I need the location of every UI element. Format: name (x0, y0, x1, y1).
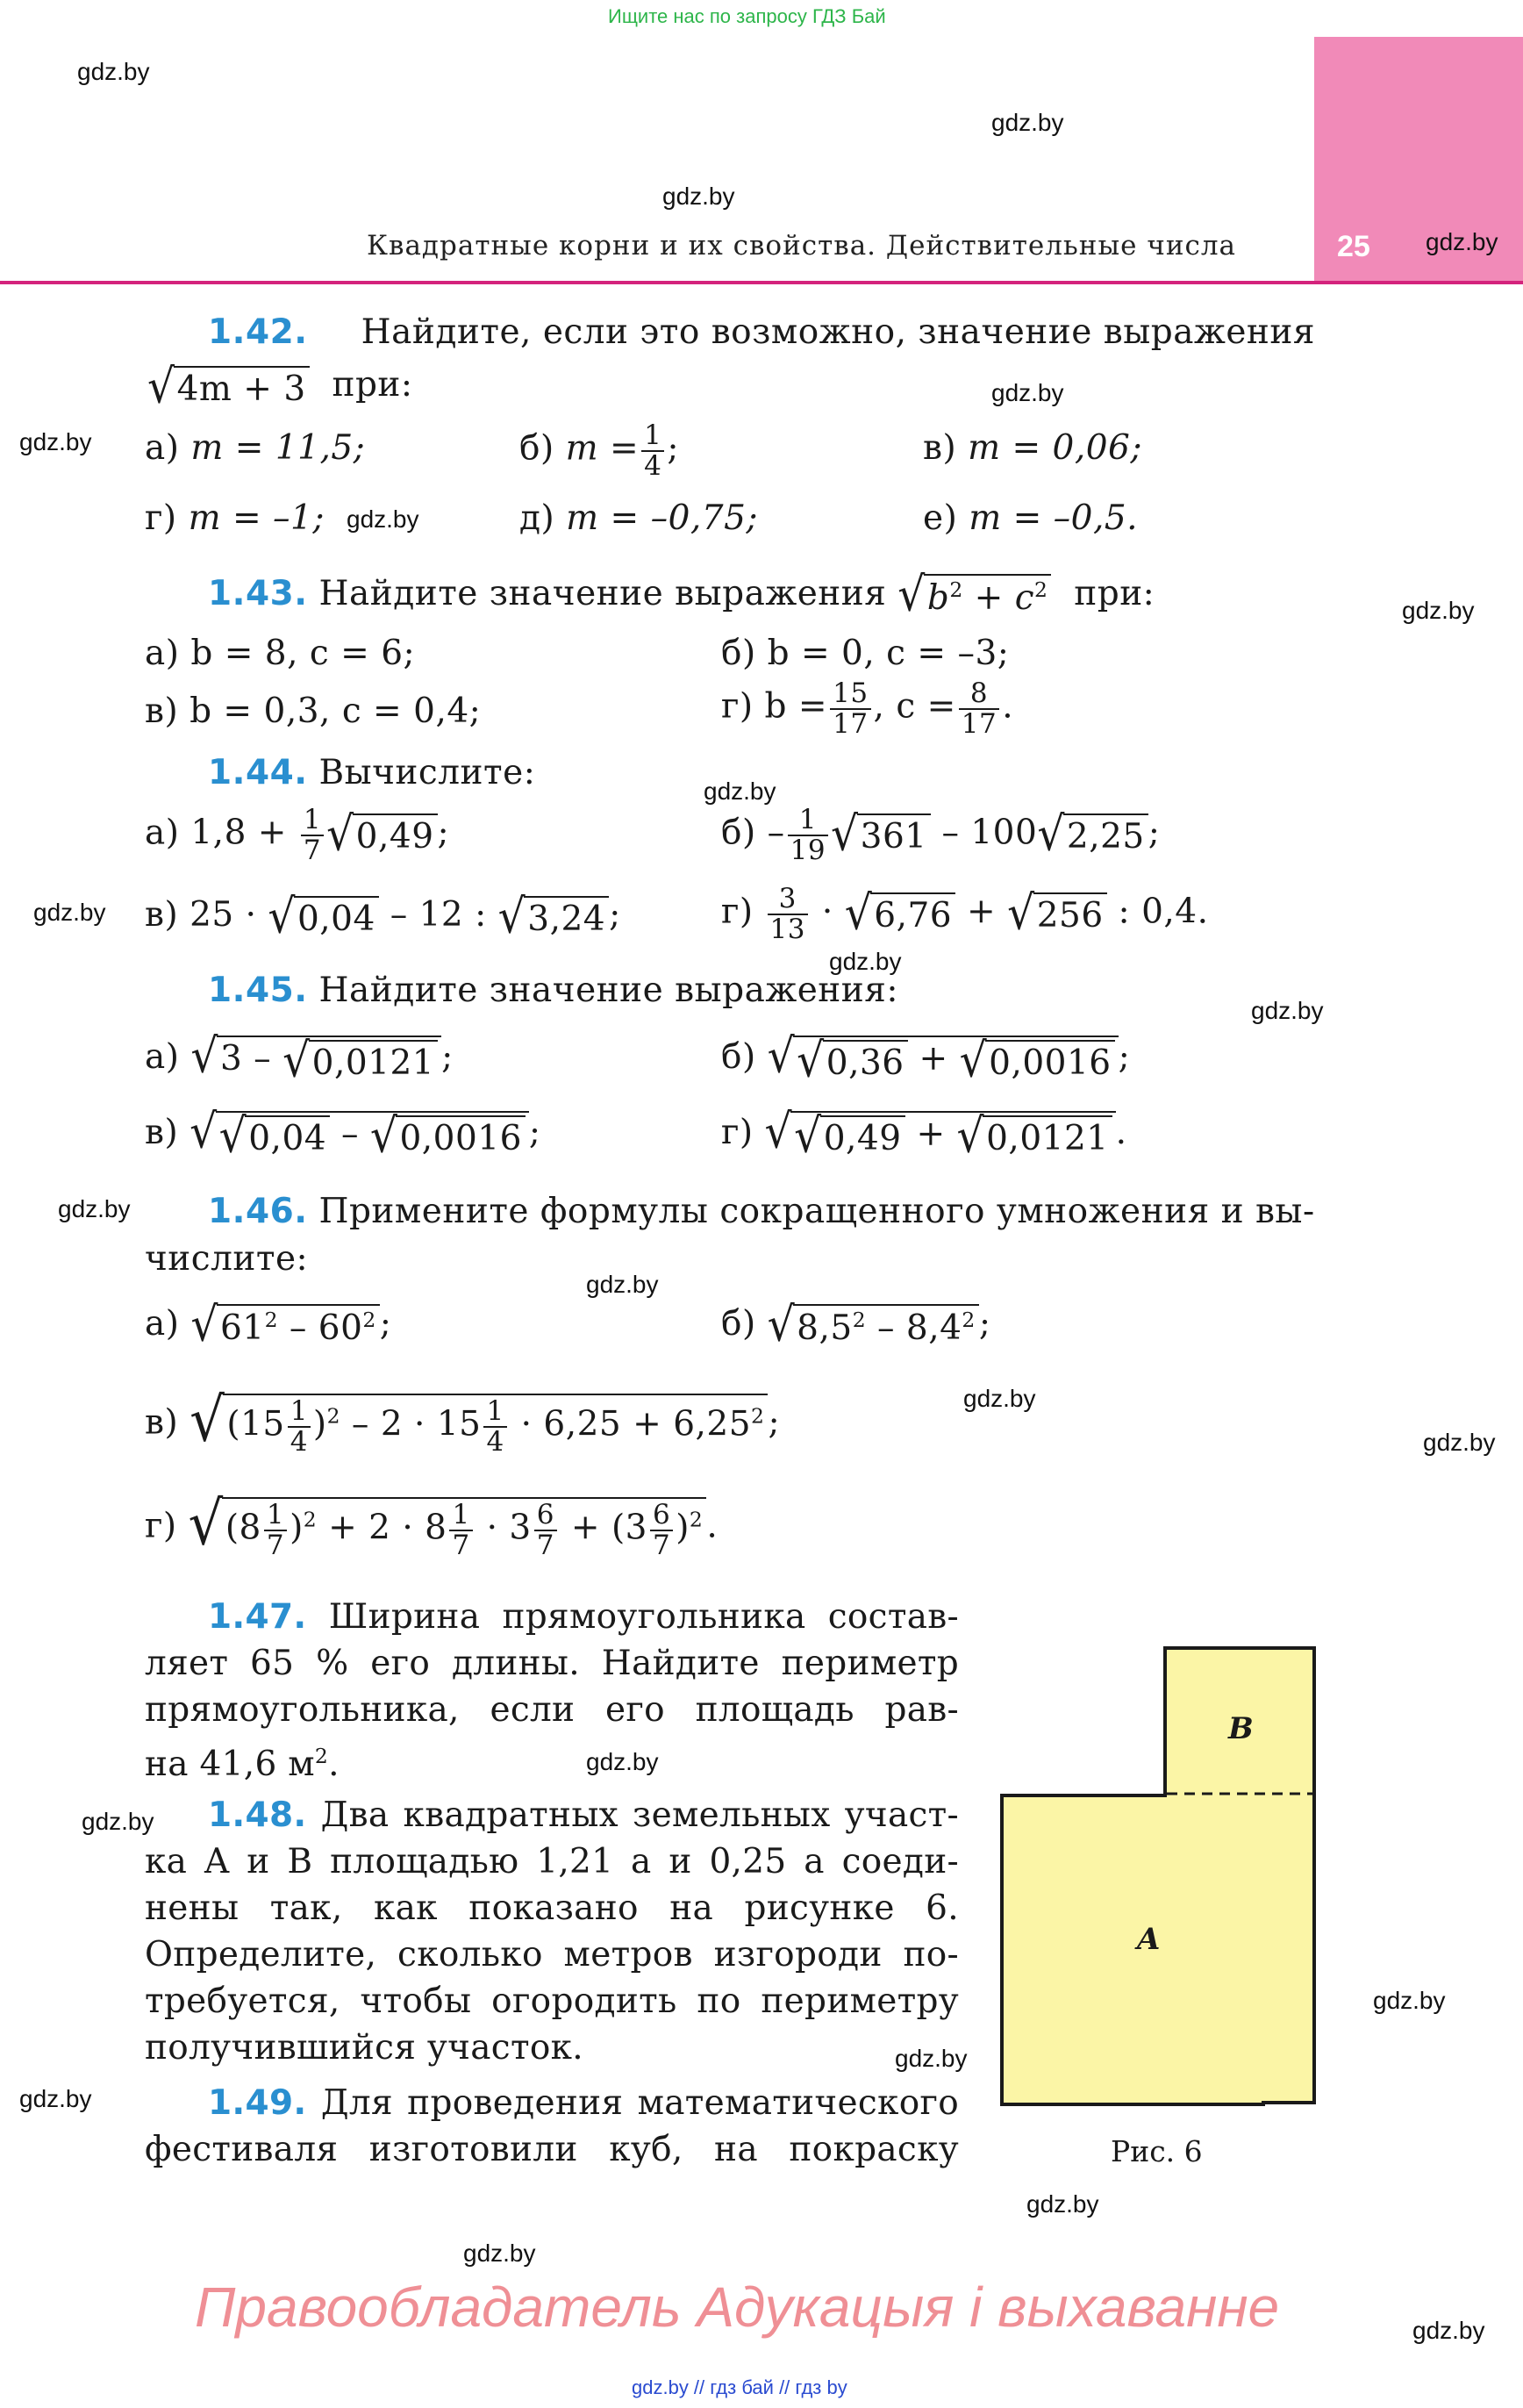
watermark: gdz.by (19, 2085, 92, 2112)
problem-1-42-line1 (208, 312, 1315, 352)
problem-text: Примените формулы сокращенного умножения и вы- (318, 1192, 1315, 1231)
figure-caption: Рис. 6 (1111, 2134, 1203, 2168)
problem-1-48: 1.48. Два квадратных земельных участ- ка A и B площадью 1,21 а и 0,25 а соеди- нены так, как показано на рисунке 6. Определите, сколько метров изгороди по- требуется, чтобы огородить по периметру получившийся участок. (145, 1795, 960, 2068)
label-b: B (1228, 1711, 1254, 1746)
watermark: gdz.by (662, 183, 735, 210)
watermark: gdz.by (704, 778, 776, 805)
expr-v: в) √ √ 0,04 – √ 0,0016 ; (145, 1104, 541, 1164)
watermark: gdz.by (1251, 997, 1324, 1024)
watermark: gdz.by (991, 379, 1064, 406)
problem-text: Найдите значение выражения (318, 574, 887, 613)
answer-a: а) m = 11,5; (145, 428, 366, 468)
expr-g: г) √ (8 $\frac{1}{7}$ )$^2$ + 2 · 8 $\frac{1}{7}$ · 3 $\frac{6}{7}$ + (3 $\frac{6}{7}$ )$^2$ . (145, 1487, 719, 1561)
expr-b: б) – $\frac{1}{19}$ √ 361 – 100 √ 2,25 ; (721, 804, 1161, 866)
problem-text: числите: (145, 1239, 309, 1279)
watermark: gdz.by (586, 1271, 659, 1298)
watermark: gdz.by (1402, 597, 1475, 624)
answer-g: г) b = $\frac{15}{17}$ , c = $\frac{8}{17}$ . (721, 677, 1014, 740)
expr-a: а) √ $61^2 - 60^2$ ; (145, 1298, 392, 1352)
watermark: gdz.by (1426, 228, 1498, 255)
problem-text: Найдите значение выражения: (318, 971, 899, 1010)
problem-1-42-line2: √ 4m + 3 при: (147, 359, 413, 414)
watermark: gdz.by (829, 948, 902, 975)
answer-a: а) b = 8, c = 6; (145, 634, 416, 673)
plot-outline (1002, 1648, 1314, 2104)
expr-g: г) √ √ 0,49 + √ 0,0121 . (721, 1104, 1127, 1164)
figure-6 (1000, 1646, 1318, 2113)
expr-b: б) √ √ 0,36 + √ 0,0016 ; (721, 1028, 1131, 1088)
watermark: gdz.by (347, 505, 419, 533)
watermark: gdz.by (77, 58, 150, 85)
watermark: gdz.by (895, 2045, 968, 2072)
problem-text: Вычислите: (318, 753, 536, 792)
footer-links[interactable]: gdz.by // гдз бай // гдз by (632, 2376, 847, 2398)
problem-1-46-line1 (208, 1192, 1315, 1231)
label-a: A (1137, 1922, 1161, 1957)
fraction: $\frac{1}{4}$ (641, 421, 664, 480)
expr-v: в) 25 · √ 0,04 – 12 : √ 3,24 ; (145, 889, 621, 944)
watermark: gdz.by (463, 2240, 536, 2267)
watermark: gdz.by (586, 1748, 659, 1775)
answer-g: г) m = –1; (145, 498, 325, 538)
problem-1-44-line1 (208, 753, 535, 792)
watermark: gdz.by (1373, 1987, 1446, 2014)
radicand: 4m + 3 (174, 366, 310, 409)
problem-text: при: (332, 365, 413, 405)
watermark: gdz.by (58, 1195, 131, 1222)
problem-number: 1.47. (208, 1597, 307, 1637)
page-title: Квадратные корни и их свойства. Действительные числа (367, 230, 1237, 262)
answer-v: в) b = 0,3, c = 0,4; (145, 692, 482, 731)
problem-number: 1.43. (208, 574, 308, 613)
expr-b: б) √ $8,5^2 - 8,4^2$ ; (721, 1298, 991, 1352)
problem-1-49: 1.49. Для проведения математического фестиваля изготовили куб, на покраску (145, 2083, 959, 2169)
watermark: gdz.by (991, 109, 1064, 136)
answer-e: е) m = –0,5. (923, 498, 1139, 538)
expr-a: а) 1,8 + $\frac{1}{7}$ √ 0,49 ; (145, 804, 450, 866)
problem-number: 1.42. (208, 312, 308, 352)
problem-1-43-line1: 1.43. Найдите значение выражения √ $b^2 + c^2$ при: (208, 568, 1155, 622)
problem-number: 1.44. (208, 753, 308, 792)
watermark: gdz.by (963, 1385, 1036, 1412)
problem-number: 1.49. (208, 2083, 307, 2123)
problem-number: 1.46. (208, 1192, 308, 1231)
watermark: gdz.by (1423, 1429, 1496, 1456)
watermark: gdz.by (33, 899, 106, 926)
answer-d: д) m = –0,75; (519, 498, 759, 538)
problem-1-47: 1.47. Ширина прямоугольника состав- ляет 65 % его длины. Найдите периметр прямоугольника, если его площадь рав- на 41,6 $м^2$. (145, 1597, 959, 1784)
expr-a: а) √ 3 – √ 0,0121 ; (145, 1028, 454, 1088)
answer-v: в) m = 0,06; (923, 428, 1143, 468)
problem-1-45-line1 (208, 971, 898, 1010)
expr-g: г) $\frac{3}{13}$ · √ 6,76 + √ 256 : 0,4. (721, 883, 1209, 945)
answer-b: б) b = 0, c = –3; (721, 634, 1010, 673)
watermark: gdz.by (82, 1808, 154, 1835)
answer-b: б) m = $\frac{1}{4}$ ; (519, 419, 680, 482)
watermark: gdz.by (19, 428, 92, 455)
problem-text: Найдите, если это возможно, значение выражения (361, 312, 1315, 352)
page-number: 25 (1337, 230, 1370, 263)
top-banner: Ищите нас по запросу ГДЗ Бай (608, 5, 886, 27)
watermark: gdz.by (1412, 2317, 1485, 2344)
expr-v: в) √ (15 $\frac{1}{4}$ )$^2$ – 2 · 15 $\frac{1}{4}$ · $6,25 + 6,25^2$ ; (145, 1384, 781, 1458)
problem-number: 1.45. (208, 971, 308, 1010)
problem-number: 1.48. (208, 1795, 307, 1835)
copyright-notice: Правообладатель Адукацыя і выхаванне (195, 2275, 1280, 2339)
watermark: gdz.by (1026, 2190, 1099, 2218)
problem-text: при: (1074, 574, 1155, 613)
header-rule (0, 281, 1523, 284)
